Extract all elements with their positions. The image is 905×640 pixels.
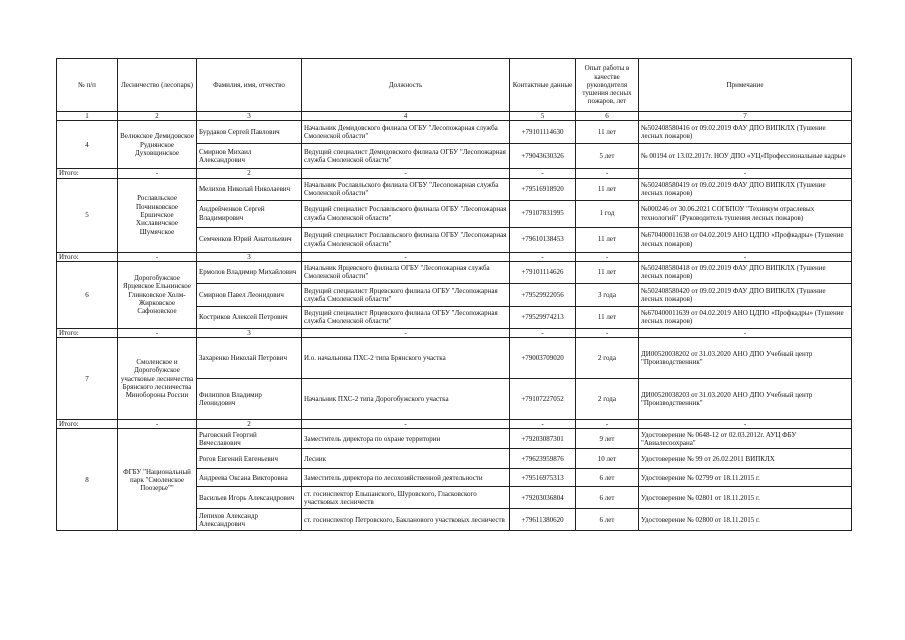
person-phone: +79107831995 [510,200,576,227]
person-experience: 2 года [576,338,639,379]
total-label: Итого: [57,252,118,261]
total-row [57,328,852,337]
total-label: Итого: [57,328,118,337]
person-phone: +79107227052 [510,379,576,420]
header-row [57,59,852,112]
forestry-name: Велижское Демидовское Руднянское Духовщинское [118,121,197,169]
person-name: Лепихов Александр Александрович [197,509,302,531]
person-phone: +79623959876 [510,449,576,469]
person-name: Васильев Игорь Александрович [197,487,302,509]
person-phone: +79516918920 [510,178,576,200]
person-note: Удостоверение № 0648-12 от 02.03.2012г. АУЦ ФБУ "Авиалесоохрана" [639,429,852,449]
person-name: Филиппов Владимир Леонидович [197,379,302,420]
total-count: 2 [197,169,302,178]
column-number: 4 [302,112,510,121]
person-phone: +79203087301 [510,429,576,449]
person-position: ст. госинспектор Петровского, Бакланового участковых лесничеств [302,509,510,531]
header-note: Примечание [639,59,852,112]
person-phone: +79529922056 [510,283,576,306]
header-full-name: Фамилия, имя, отчество [197,59,302,112]
table-row [57,429,852,449]
total-cell: - [576,420,639,429]
person-phone: +79529974213 [510,306,576,328]
person-note: №000246 от 30.06.2021 СОГБПОУ "Техникум отраслевых технологий" (Руководитель тушения лесных пожаров) [639,200,852,227]
person-note: №502408580418 от 09.02.2019 ФАУ ДПО ВИПКЛХ (Тушение лесных пожаров) [639,261,852,283]
person-experience: 6 лет [576,487,639,509]
forestry-name: Смоленское и Дорогобужское участковые лесничества Брянского лесничества Минобороны России [118,338,197,420]
person-note: ДИ00520038202 от 31.03.2020 АНО ДПО Учебный центр "Производственник" [639,338,852,379]
person-phone: +79516975313 [510,469,576,487]
forestry-name: Рославльское Починковское Ершичское Хиславичское Шумячское [118,178,197,252]
column-number: 3 [197,112,302,121]
person-note: Удостоверение № 02799 от 18.11.2015 г. [639,469,852,487]
total-cell: - [510,252,576,261]
total-count: 3 [197,328,302,337]
total-cell: - [302,169,510,178]
person-position: Заместитель директора по охране территории [302,429,510,449]
person-note: Удостоверение № 02801 от 18.11.2015 г. [639,487,852,509]
person-position: Ведущий специалист Рославльского филиала ОГБУ "Лесопожарная служба Смоленской области" [302,227,510,252]
total-count: 2 [197,420,302,429]
total-cell: - [118,169,197,178]
person-experience: 5 лет [576,144,639,169]
person-position: Ведущий специалист Ярцевского филиала ОГБУ "Лесопожарная служба Смоленской области" [302,283,510,306]
total-label: Итого: [57,420,118,429]
total-cell: - [576,252,639,261]
total-cell: - [639,328,852,337]
person-note: Удостоверение № 99 от 26.02.2011 ВИПКЛХ [639,449,852,469]
total-cell: - [639,420,852,429]
group-number: 7 [57,338,118,420]
person-phone: +79611380620 [510,509,576,531]
person-position: Ведущий специалист Демидовского филиала ОГБУ "Лесопожарная служба Смоленской области" [302,144,510,169]
table-row [57,338,852,379]
person-position: ст. госинспектор Ельшанского, Шуровского, Гласковского участковых лесничеств [302,487,510,509]
person-experience: 1 год [576,200,639,227]
person-name: Ермолов Владимир Михайлович [197,261,302,283]
table-row [57,261,852,283]
person-phone: +79043630326 [510,144,576,169]
header-position: Должность [302,59,510,112]
person-name: Смирнов Павел Леонидович [197,283,302,306]
total-row [57,252,852,261]
total-cell: - [576,169,639,178]
column-number: 6 [576,112,639,121]
total-row [57,169,852,178]
person-phone: +79203036804 [510,487,576,509]
person-name: Костриков Алексей Петрович [197,306,302,328]
person-name: Бурдаков Сергей Павлович [197,121,302,144]
column-number: 7 [639,112,852,121]
person-position: Начальник Демидовского филиала ОГБУ "Лесопожарная служба Смоленской области" [302,121,510,144]
total-cell: - [118,328,197,337]
person-experience: 10 лет [576,449,639,469]
total-cell: - [302,328,510,337]
forestry-name: Дорогобужское Ярцевское Ельнинское Глинковское Холм-Жирковское Сафоновское [118,261,197,328]
header-contacts: Контактные данные [510,59,576,112]
person-note: №670400011638 от 04.02.2019 АНО ЦДПО «Профкадры» (Тушение лесных пожаров) [639,227,852,252]
person-note: №502408580420 от 09.02.2019 ФАУ ДПО ВИПКЛХ (Тушение лесных пожаров) [639,283,852,306]
person-phone: +79003709020 [510,338,576,379]
person-name: Захаренко Николай Петрович [197,338,302,379]
person-experience: 9 лет [576,429,639,449]
person-name: Мелихов Николай Николаевич [197,178,302,200]
person-phone: +79610138453 [510,227,576,252]
person-position: И.о. начальника ПХС-2 типа Брянского участка [302,338,510,379]
total-count: 3 [197,252,302,261]
total-row [57,420,852,429]
table-row [57,178,852,200]
header-experience: Опыт работы в качестве руководителя тушения лесных пожаров, лет [576,59,639,112]
table-row [57,121,852,144]
person-experience: 11 лет [576,178,639,200]
person-experience: 6 лет [576,509,639,531]
person-experience: 11 лет [576,306,639,328]
person-note: Удостоверение № 02800 от 18.11.2015 г. [639,509,852,531]
header-number: № п/п [57,59,118,112]
column-number: 2 [118,112,197,121]
person-position: Лесник [302,449,510,469]
person-note: №670400011639 от 04.02.2019 АНО ЦДПО «Профкадры» (Тушение лесных пожаров) [639,306,852,328]
total-cell: - [302,252,510,261]
person-note: ДИ00520038203 от 31.03.2020 АНО ДПО Учебный центр "Производственник" [639,379,852,420]
person-name: Андреева Оксана Викторовна [197,469,302,487]
person-note: №502408580419 от 09.02.2019 ФАУ ДПО ВИПКЛХ (Тушение лесных пожаров) [639,178,852,200]
person-name: Смирнов Михаил Александрович [197,144,302,169]
group-number: 6 [57,261,118,328]
total-cell: - [510,169,576,178]
total-cell: - [302,420,510,429]
person-note: №502408580416 от 09.02.2019 ФАУ ДПО ВИПКЛХ (Тушение лесных пожаров) [639,121,852,144]
group-number: 5 [57,178,118,252]
person-name: Рогов Евгений Евгеньевич [197,449,302,469]
person-experience: 11 лет [576,121,639,144]
person-experience: 6 лет [576,469,639,487]
total-cell: - [118,420,197,429]
column-number: 1 [57,112,118,121]
column-numbers-row [57,112,852,121]
person-position: Заместитель директора по лесохозяйственной деятельности [302,469,510,487]
total-cell: - [510,420,576,429]
forestry-name: ФГБУ "Национальный парк "Смоленское Поозерье"" [118,429,197,531]
person-experience: 3 года [576,283,639,306]
person-experience: 2 года [576,379,639,420]
person-name: Семченков Юрий Анатольевич [197,227,302,252]
person-phone: +79101114630 [510,121,576,144]
person-position: Ведущий специалист Рославльского филиала ОГБУ "Лесопожарная служба Смоленской области" [302,200,510,227]
person-phone: +79101114626 [510,261,576,283]
total-cell: - [639,252,852,261]
person-experience: 11 лет [576,227,639,252]
total-label: Итого: [57,169,118,178]
total-cell: - [576,328,639,337]
person-name: Рыговский Георгий Вячеславович [197,429,302,449]
header-forestry: Лесничество (лесопарк) [118,59,197,112]
person-name: Андрейченков Сергей Владимирович [197,200,302,227]
group-number: 8 [57,429,118,531]
column-number: 5 [510,112,576,121]
total-cell: - [639,169,852,178]
forest-fire-managers-table [56,58,852,531]
person-position: Начальник Ярцевского филиала ОГБУ "Лесопожарная служба Смоленской области" [302,261,510,283]
person-position: Начальник Рославльского филиала ОГБУ "Лесопожарная служба Смоленской области" [302,178,510,200]
person-experience: 11 лет [576,261,639,283]
total-cell: - [118,252,197,261]
total-cell: - [510,328,576,337]
group-number: 4 [57,121,118,169]
person-position: Начальник ПХС-2 типа Дорогобужского участка [302,379,510,420]
person-position: Ведущий специалист Ярцевского филиала ОГБУ "Лесопожарная служба Смоленской области" [302,306,510,328]
person-note: № 00194 от 13.02.2017г. НОУ ДПО «УЦ«Профессиональные кадры» [639,144,852,169]
